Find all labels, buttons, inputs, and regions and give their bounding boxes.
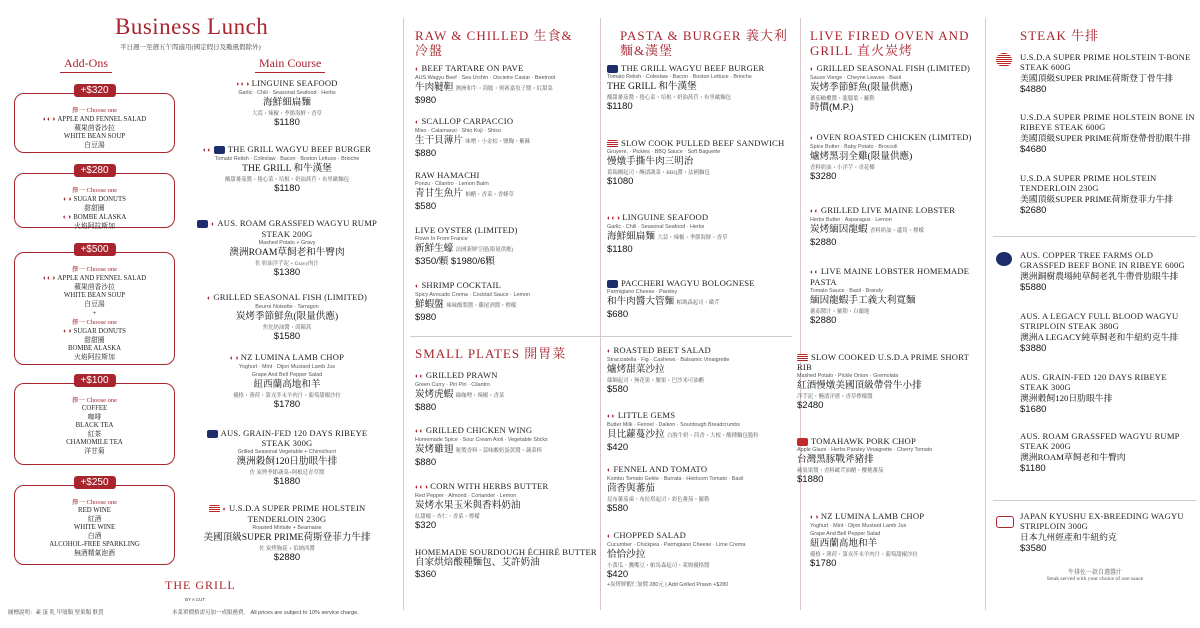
item-price: $1580: [273, 331, 301, 342]
menu-item: [415, 116, 597, 160]
column-divider: [600, 18, 601, 610]
column-divider: [985, 18, 986, 610]
addon-option: ◐◐◑ APPLE AND FENNEL SALAD: [42, 274, 147, 282]
menu-item: [1020, 511, 1196, 555]
item-price: $1180: [607, 244, 633, 255]
item-name: TOMAHAWK PORK CHOP: [797, 436, 983, 446]
item-price: $4680: [1020, 144, 1047, 155]
item-name: ◐◐◑ LINGUINE SEAFOOD: [607, 212, 709, 222]
main-course-heading: Main Course: [255, 56, 325, 73]
item-desc: Stracciatella · Fig · Cashews · Balsamic Vinaigrette: [607, 357, 730, 363]
item-desc: Mashed Potato · Pickle Onion · Gremolata: [797, 373, 899, 380]
pasta-burger-heading: PASTA & BURGER 義大利麵&漢堡: [620, 28, 788, 58]
usa-flag-icon: [797, 354, 808, 362]
item-price: $1080: [607, 176, 634, 188]
addon-option-zh: 白豆湯: [84, 141, 105, 149]
item-desc: Ponzu · Cilantro · Lemon Balm: [415, 181, 489, 187]
logo-sub: BY A CUT: [185, 597, 206, 602]
item-name: ◐ OVEN ROASTED CHICKEN (LIMITED): [810, 132, 972, 142]
item-name-zh: 恰恰沙拉: [607, 549, 646, 560]
item-desc-zh: 昆布蕃茄凍・布拉塔起司・彩色蕃茄・羅勒: [607, 497, 710, 503]
item-name-zh: 和牛肉醬大管麵 帕瑪森起司・歐芹: [607, 296, 720, 308]
item-name-zh: 海鮮細扁麵: [263, 97, 311, 108]
addon-option: ◐◑ BOMBE ALASKA: [62, 213, 127, 221]
choose-label: 擇一 Choose one: [71, 397, 118, 404]
item-desc: Homemade Spice · Sour Cream Aioli · Vegetable Sticks: [415, 437, 548, 443]
addon-box: [14, 477, 175, 565]
item-name: JAPAN KYUSHU EX-BREEDING WAGYU STRIPLOIN 300G: [1020, 511, 1184, 531]
addon-option-zh: 蘋果茴香沙拉: [74, 283, 115, 291]
item-name: ◐◐ THE GRILL WAGYU BEEF BURGER: [202, 144, 372, 154]
item-price: $350/顆 $1980/6顆: [415, 256, 495, 267]
item-name-zh: 慢燉手撕牛肉三明治: [607, 156, 694, 168]
addon-option: WHITE BEAN SOUP: [63, 292, 126, 299]
item-name-zh: 自家烘焙酸種麵包、艾許奶油: [415, 557, 540, 568]
item-desc: Garlic · Chili · Seasonal Seafood · Herbs: [238, 90, 336, 96]
item-name-zh: 美國頂級SUPER PRIME荷斯登菲力牛排: [203, 532, 371, 543]
item-desc: Tomato Relish · Coleslaw · Bacon · Boston Lettuce · Brioche: [607, 74, 752, 81]
item-name: AUS. A LEGACY FULL BLOOD WAGYU STRIPLOIN STEAK 380G: [1020, 311, 1179, 331]
item-price: $680: [607, 309, 629, 321]
menu-item: [797, 352, 983, 412]
menu-item: [196, 78, 378, 129]
item-name-zh: 青甘生魚片 柚醋・香菜・香蜂草: [415, 188, 514, 199]
item-name-zh: 炭烤水果玉米與香料奶油: [415, 500, 521, 511]
item-desc-zh: 葛瑞爾起司・醃漬蔬菜・BBQ醬・法國麵包: [607, 170, 710, 177]
item-price: $420: [607, 569, 629, 580]
item-desc: Tomato Relish · Coleslaw · Bacon · Boston Lettuce · Brioche: [214, 156, 360, 162]
item-price: 時價(M.P.): [810, 102, 854, 113]
menu-item: [196, 503, 378, 564]
item-name: ◐ BEEF TARTARE ON PAVE: [415, 63, 524, 73]
item-desc: Kombu Tomato Gelée · Burrata · Heirloom Tomato · Basil: [607, 476, 744, 482]
item-name-zh: 爐烤黑羽全雞(限量供應): [810, 151, 913, 162]
page-title: Business Lunch: [115, 14, 269, 39]
item-desc: Gruyere, · Pickles · BBQ Sauce · Soft Baguette: [607, 149, 721, 156]
item-name-zh: 紐西蘭高地和羊: [253, 379, 321, 390]
item-name-zh: 鮮蝦盤 辣味酪梨醬・雞尾酒醬・檸檬: [415, 299, 517, 310]
item-name: PACCHERI WAGYU BOLOGNESE: [607, 278, 797, 288]
item-desc: Cucumber · Chickpea · Parmigiano Cheese · Lime Crema: [607, 542, 746, 548]
menu-item: [810, 266, 982, 327]
addon-option-zh: 咖啡: [87, 413, 102, 421]
menu-item: [607, 278, 797, 321]
addon-option: BOMBE ALASKA: [67, 345, 122, 352]
item-name-zh: 澳洲穀飼120日肋眼牛排: [1020, 393, 1113, 403]
australia-flag-icon: [207, 430, 218, 438]
small-plates-heading: SMALL PLATES 開胃菜: [415, 346, 567, 361]
menu-item: [1020, 250, 1196, 294]
item-name: SLOW COOKED U.S.D.A PRIME SHORT RIB: [797, 352, 969, 373]
item-name: U.S.D.A SUPER PRIME HOLSTEIN BONE IN RIBEYE STEAK 600G: [1020, 112, 1195, 132]
item-name: AUS. GRAIN-FED 120 DAYS RIBEYE STEAK 300G: [1020, 372, 1167, 392]
item-name-zh: 澳洲ROAM草飼老和牛臀肉: [229, 247, 345, 258]
item-name-zh: 澳洲ROAM草飼老和牛臀肉: [1020, 452, 1126, 462]
item-price: $580: [607, 384, 629, 395]
item-price: $1380: [273, 267, 301, 278]
addon-option: COFFEE: [81, 405, 108, 412]
menu-item: [1020, 311, 1196, 355]
item-name: ◐◐ LITTLE GEMS: [607, 410, 676, 420]
item-desc-zh: 佐 奶油洋芋泥 + Gravy肉汁: [255, 261, 319, 267]
item-name-zh: 美國頂級SUPER PRIME荷斯登帶骨肋眼牛排: [1020, 133, 1191, 143]
menu-item: [607, 410, 789, 454]
item-price: $880: [415, 148, 437, 159]
item-price: $5880: [1020, 282, 1047, 293]
section-divider: [410, 336, 792, 337]
item-price: $420: [607, 442, 629, 453]
addon-option-zh: 蘋果茴香沙拉: [74, 124, 115, 132]
restaurant-logo: THE GRILL: [165, 578, 236, 592]
item-price: $4880: [1020, 84, 1047, 95]
item-desc: Grape And Bell Pepper Salad: [810, 531, 881, 537]
menu-item: [415, 370, 597, 414]
australia-flag-icon: [996, 252, 1012, 266]
item-price: $1780: [810, 558, 837, 569]
addon-option-zh: 甜甜圈: [84, 336, 105, 344]
item-name: ◐ GRILLED SEASONAL FISH (LIMITED): [206, 292, 368, 302]
addon-option: WHITE BEAN SOUP: [63, 133, 126, 140]
item-name-zh: 貝比蘿蔓沙拉 白脫牛奶・茴香・大根・酸種麵包脆粒: [607, 429, 759, 440]
addon-option: ◐◐◑ APPLE AND FENNEL SALAD: [42, 115, 147, 123]
choose-label: 擇一 Choose one: [71, 187, 118, 194]
item-desc-zh: 優格・薄荷・第戎芥末羊肉汁・葡萄甜椒沙拉: [233, 393, 341, 399]
item-desc-zh: 紅甜椒・杏仁・香菜・檸檬: [415, 514, 480, 520]
item-price: $1180: [274, 117, 300, 128]
addon-option-zh: 紅酒: [87, 515, 102, 523]
steak-note-en: Steak served with your choice of one sauce: [1046, 576, 1144, 582]
item-name-zh: THE GRILL 和牛漢堡: [242, 163, 332, 174]
item-price: $580: [415, 201, 437, 212]
item-name: SLOW COOK PULLED BEEF SANDWICH: [607, 138, 797, 148]
addon-box: [14, 244, 175, 365]
item-price: $1180: [1020, 463, 1046, 474]
addon-box: [14, 165, 175, 230]
item-price: $580: [607, 503, 629, 514]
addon-option-zh: 洋甘菊: [84, 447, 105, 455]
menu-item: [415, 170, 597, 213]
japan-flag-icon: [996, 516, 1014, 528]
item-name-zh: 日本九州經產和牛紐約克: [1020, 532, 1117, 542]
item-price: $1180: [607, 101, 633, 113]
item-name: ◐ SHRIMP COCKTAIL: [415, 280, 502, 290]
item-name-zh: 牛肉韃靼 澳洲和牛・海膽・奧赛嘉魚子醬・紅甜菜: [415, 82, 553, 93]
item-desc: Tomato Sauce · Basil · Brandy: [810, 288, 883, 294]
item-desc: Parmigiano Cheese · Parsley: [607, 289, 678, 296]
australia-flag-icon: [607, 65, 618, 73]
menu-item: [1020, 52, 1196, 96]
item-name: ◐◐ GRILLED CHICKEN WING: [415, 425, 533, 435]
menu-item: [607, 138, 797, 188]
icon-legend: 圖標說明：素 蛋 乳 甲殼類 堅果類 麩質: [8, 610, 104, 616]
item-price: $2880: [810, 237, 837, 248]
addon-option: WHITE WINE: [73, 524, 116, 531]
item-name-zh: 炭烤緬因龍蝦 香料奶油・蘆筍・檸檬: [810, 224, 924, 235]
item-desc: Roasted Mirlaite + Bearnaise: [252, 525, 322, 531]
menu-item: [1020, 372, 1196, 416]
column-divider: [800, 18, 801, 610]
item-desc: Spice Butter · Baby Potato · Broccoli: [810, 144, 898, 150]
item-price: $2880: [273, 552, 301, 563]
item-desc: Apple Glaze · Herbs Parsley Vinaigrette · Cherry Tomato: [797, 447, 933, 454]
item-name-zh: 炭烤雞翅 秘製香料・蒜味酸奶蛋黃醬・蔬菜棒: [415, 444, 543, 455]
item-desc-zh: 焦化奶油醬・茵陳蒿: [262, 325, 312, 331]
item-price: $1680: [1020, 404, 1047, 415]
item-name: ◐◐ GRILLED PRAWN: [415, 370, 498, 380]
item-name: ◐ GRILLED SEASONAL FISH (LIMITED): [810, 63, 971, 73]
item-price: $1180: [274, 183, 300, 194]
menu-item: [607, 212, 797, 256]
item-desc-zh: 酸甜蕃茄醬・捲心菜・培根・奶油萵苣・布里歐麵包: [607, 95, 731, 102]
item-desc: Mashed Potato + Gravy: [258, 240, 316, 246]
item-name-zh: 澳洲穀飼120日肋眼牛排: [236, 456, 338, 468]
item-desc-zh: 蘋果果醬・香料歐芹油醋・櫻桃蕃茄: [797, 468, 884, 475]
menu-item: [810, 132, 982, 183]
menu-item: [196, 218, 378, 279]
addon-option: ◐◑ SUGAR DONUTS: [63, 327, 126, 335]
usa-flag-icon: [209, 505, 220, 513]
menu-item: [1020, 112, 1196, 156]
item-price: $1880: [797, 474, 824, 486]
item-name: ◐◐ LIVE MAINE LOBSTER HOMEMADE PASTA: [810, 266, 970, 287]
addon-price: +$250: [73, 476, 115, 489]
item-desc: Sauce Vierge · Cheyne Leaves · Basil: [810, 75, 901, 81]
item-name-zh: 台灣黑豚戰斧豬排: [797, 454, 874, 466]
item-name-zh: 緬因龍蝦手工義大利寬麵: [810, 295, 916, 306]
addon-option-zh: 甜甜圈: [84, 204, 105, 212]
addon-price: +$500: [73, 243, 115, 256]
menu-item: [1020, 173, 1196, 217]
page-subtitle: 平日週一至週五午間適用(國定假日及颱風假除外): [120, 44, 261, 51]
item-name: RAW HAMACHI: [415, 170, 480, 180]
item-name: ◐◑ NZ LUMINA LAMB CHOP: [229, 352, 345, 362]
steak-note-zh: 牛排佐一款自選醬汁: [1067, 570, 1122, 576]
steak-heading: STEAK 牛排: [1020, 28, 1100, 43]
plus-sign: +: [92, 309, 97, 317]
item-name-zh: 海鮮細扁麵 大蒜・辣椒・季節海鮮・香草: [607, 231, 728, 242]
item-name-zh: 紐西蘭高地和羊: [810, 538, 878, 549]
item-desc: Flown In From France: [415, 236, 468, 242]
addon-option: CHAMOMILE TEA: [66, 439, 123, 446]
item-desc-zh: 小黃瓜・鷹嘴豆・帕馬森起司・萊姆優格醬: [607, 563, 710, 569]
addon-option: ◐◑ SUGAR DONUTS: [63, 195, 126, 203]
item-desc-zh: 洋芋泥・醃漬洋蔥・香草檸檬醬: [797, 394, 873, 401]
addon-option-zh: 無酒精氣泡酒: [74, 549, 115, 557]
australia-flag-icon: [607, 280, 618, 288]
addon-option: ALCOHOL-FREE SPARKLING: [49, 541, 140, 548]
item-desc: Herbs Butter · Asparagus · Lemon: [810, 217, 892, 223]
item-desc: Yoghurt · Mint · Dijon Mustard Lamb Jus: [238, 364, 336, 370]
item-name: U.S.D.A SUPER PRIME HOLSTEIN TENDERLOIN 230G: [1020, 173, 1157, 193]
item-name: ◐◐◑ CORN WITH HERBS BUTTER: [415, 481, 549, 491]
menu-item: [196, 292, 378, 343]
item-desc-zh: 香料奶油・小洋芋・青花椰: [810, 165, 875, 171]
item-name: AUS. COPPER TREE FARMS OLD GRASSFED BEEF BONE IN RIBEYE 600G: [1020, 250, 1185, 270]
menu-item: [607, 464, 789, 515]
item-price: $1880: [273, 476, 301, 488]
choose-label: 擇一 Choose one: [71, 319, 118, 326]
addon-option-zh: 白酒: [87, 532, 102, 540]
item-name-zh: 澳洲銅樹農場純草飼老乳牛帶骨肋眼牛排: [1020, 271, 1179, 281]
item-name-zh: 炭烤季節鮮魚(限量供應): [810, 82, 913, 93]
menu-item: [196, 144, 378, 195]
item-desc-zh: 絲綢起司・無花果・腰果・巴沙米可油醋: [607, 378, 705, 384]
item-name-zh: 生干貝薄片 味噌・小金桔・鹽麴・紫蘇: [415, 135, 531, 146]
item-desc-zh: 佐 炭烤胸菇 + 伯納西醬: [259, 546, 315, 552]
menu-item: [607, 345, 789, 396]
menu-item: [415, 481, 597, 532]
item-name-zh: 新鮮生蠔 法國新鮮空運(限量供應): [415, 243, 514, 254]
item-name: ◐ U.S.D.A SUPER PRIME HOLSTEIN TENDERLOIN 230G: [196, 503, 378, 524]
item-name: ◐◐◑ LINGUINE SEAFOOD: [236, 78, 338, 88]
item-name: ◐ ROASTED BEET SALAD: [607, 345, 711, 355]
menu-item: [415, 425, 597, 469]
item-price: $3880: [1020, 343, 1047, 354]
item-name: ◐◐ GRILLED LIVE MAINE LOBSTER: [810, 205, 956, 215]
addon-option-zh: 火焰阿拉斯加: [74, 353, 115, 361]
item-name-zh: 炭烤虎蝦 綠咖哩・辣椒・香菜: [415, 389, 505, 400]
item-name: ◐ FENNEL AND TOMATO: [607, 464, 708, 474]
item-name-zh: 紅酒慢燉美國頂級帶骨牛小排: [797, 380, 922, 392]
item-desc: Grape And Bell Pepper Salad: [251, 372, 323, 378]
item-price: $3580: [1020, 543, 1047, 554]
addon-price: +$320: [73, 84, 115, 97]
item-name-zh: 美國頂級SUPER PRIME荷斯登丁骨牛排: [1020, 73, 1174, 83]
item-name: AUS. ROAM GRASSFED WAGYU RUMP STEAK 200G: [1020, 431, 1180, 451]
item-price: $880: [415, 402, 437, 413]
item-name: ◐◑ NZ LUMINA LAMB CHOP: [810, 511, 925, 521]
item-desc-zh: 酸甜蕃茄醬・捲心菜・培根・奶油萵苣・布里歐麵包: [225, 177, 349, 183]
menu-item: [810, 511, 982, 570]
item-desc: Grilled Seasonal Vegetable + Chimichurri: [237, 449, 337, 456]
menu-item: [607, 530, 789, 589]
live-fire-heading: LIVE FIRED OVEN AND GRILL 直火炭烤: [810, 28, 970, 58]
item-name: ◐ AUS. ROAM GRASSFED WAGYU RUMP STEAK 200G: [196, 218, 378, 239]
item-desc: Garlic · Chili · Seasonal Seafood · Herbs: [607, 224, 705, 230]
item-desc-zh: 蕃茄橄欖醬・龍腦葉・羅勒: [810, 96, 875, 102]
addon-price: +$280: [73, 164, 115, 177]
addon-box: [14, 85, 175, 153]
item-price: $980: [415, 95, 437, 106]
item-name: AUS. GRAIN-FED 120 DAYS RIBEYE STEAK 300G: [196, 428, 378, 448]
addon-price: +$100: [73, 374, 115, 387]
item-desc: Green Curry · Piri Piri · Cilantro: [415, 382, 490, 388]
raw-chilled-heading: RAW & CHILLED 生食&冷盤: [415, 28, 573, 58]
item-name: ◐ CHOPPED SALAD: [607, 530, 686, 540]
addon-option-zh: 火焰阿拉斯加: [74, 222, 115, 230]
item-name: LIVE OYSTER (LIMITED): [415, 225, 518, 235]
menu-item: [415, 547, 597, 581]
menu-item: [1020, 431, 1196, 475]
item-desc-zh: 蕃茄醬汁・羅勒・白蘭地: [810, 309, 870, 315]
item-price: $360: [415, 569, 437, 580]
menu-item: [810, 63, 982, 114]
addon-option: BLACK TEA: [75, 422, 114, 429]
section-divider: [993, 500, 1196, 501]
item-desc: Butter Milk · Fennel · Daikon · Sourdough Breadcrumbs: [607, 422, 741, 428]
choose-label: 擇一 Choose one: [71, 499, 118, 506]
column-divider: [403, 18, 404, 610]
item-desc: Red Pepper · Almond · Coriander · Lemon: [415, 493, 517, 499]
item-desc: Beurre Noisette · Tarragon: [255, 304, 319, 310]
item-name-zh: 美國頂級SUPER PRIME荷斯登菲力牛排: [1020, 194, 1174, 204]
item-desc: AUS Wagyu Beef · Sea Urchin · Oscietre Caviar · Beetroot: [415, 75, 556, 81]
item-desc: Spicy Avocado Crema · Cocktail Sauce · Lemon: [415, 292, 530, 298]
item-name: THE GRILL WAGYU BEEF BURGER: [607, 63, 797, 73]
item-price: $2680: [1020, 205, 1047, 216]
item-name: HOMEMADE SOURDOUGH ÉCHIRÉ BUTTER: [415, 547, 597, 557]
menu-item: [607, 63, 797, 113]
section-divider: [993, 236, 1196, 237]
addon-option: RED WINE: [78, 507, 111, 514]
menu-item: [415, 280, 597, 324]
addons-heading: Add-Ons: [60, 56, 112, 73]
item-price: $3280: [810, 171, 837, 182]
item-desc: Yoghurt · Mint · Dijon Mustard Lamb Jus: [810, 523, 907, 529]
usa-flag-icon: [607, 140, 618, 148]
addon-option-zh: 紅茶: [87, 430, 102, 438]
item-price: $2480: [797, 400, 824, 412]
choose-label: 擇一 Choose one: [71, 107, 118, 114]
item-price: $320: [415, 520, 437, 531]
item-name-zh: 茴香與蕃茄: [607, 483, 655, 494]
item-price: $880: [415, 457, 437, 468]
addon-box: [14, 375, 175, 465]
item-name: U.S.D.A SUPER PRIME HOLSTEIN T-BONE STEAK 600G: [1020, 52, 1191, 72]
menu-item: [415, 63, 597, 107]
item-name-zh: 炭烤季節鮮魚(限量供應): [235, 311, 339, 322]
item-desc-zh: 佐 炭烤季節蔬菜+阿根廷青草醬: [249, 470, 325, 477]
choose-label: 擇一 Choose one: [71, 266, 118, 273]
item-price: $2880: [810, 315, 837, 326]
usa-flag-icon: [996, 53, 1012, 67]
item-price: $1780: [273, 399, 301, 410]
item-name-zh: 澳洲A LEGACY純草飼老和牛紐約克牛排: [1020, 332, 1179, 342]
item-name-zh: THE GRILL 和牛漢堡: [607, 81, 697, 93]
menu-item: [797, 436, 983, 486]
addon-option-zh: 白豆湯: [84, 300, 105, 308]
menu-item: [415, 225, 597, 268]
item-name-zh: 爐烤甜菜沙拉: [607, 364, 665, 375]
item-name: ◐ SCALLOP CARPACCIO: [415, 116, 514, 126]
steak-sauce-note: [1010, 567, 1180, 582]
item-price: $980: [415, 312, 437, 323]
taiwan-flag-icon: [797, 438, 808, 446]
menu-item: [196, 428, 378, 488]
item-desc-zh: 大蒜・辣椒・季節海鮮・香草: [251, 111, 323, 117]
australia-flag-icon: [214, 146, 225, 154]
menu-item: [196, 352, 378, 411]
service-charge-note: 本菜單價格需另加一成服務費。 All prices are subject to 10% service charge.: [172, 610, 359, 616]
item-desc-zh: 優格・薄荷・第戎芥末羊肉汁・葡萄甜椒沙拉: [810, 552, 918, 558]
menu-item: [810, 205, 982, 249]
add-on-note: +炭烤鮮蝦仁加價 280元 | Add Grilled Prawn +$280: [607, 582, 729, 588]
item-desc: Miso · Calamansi · Shio Koji · Shiso: [415, 128, 501, 134]
australia-flag-icon: [197, 220, 208, 228]
